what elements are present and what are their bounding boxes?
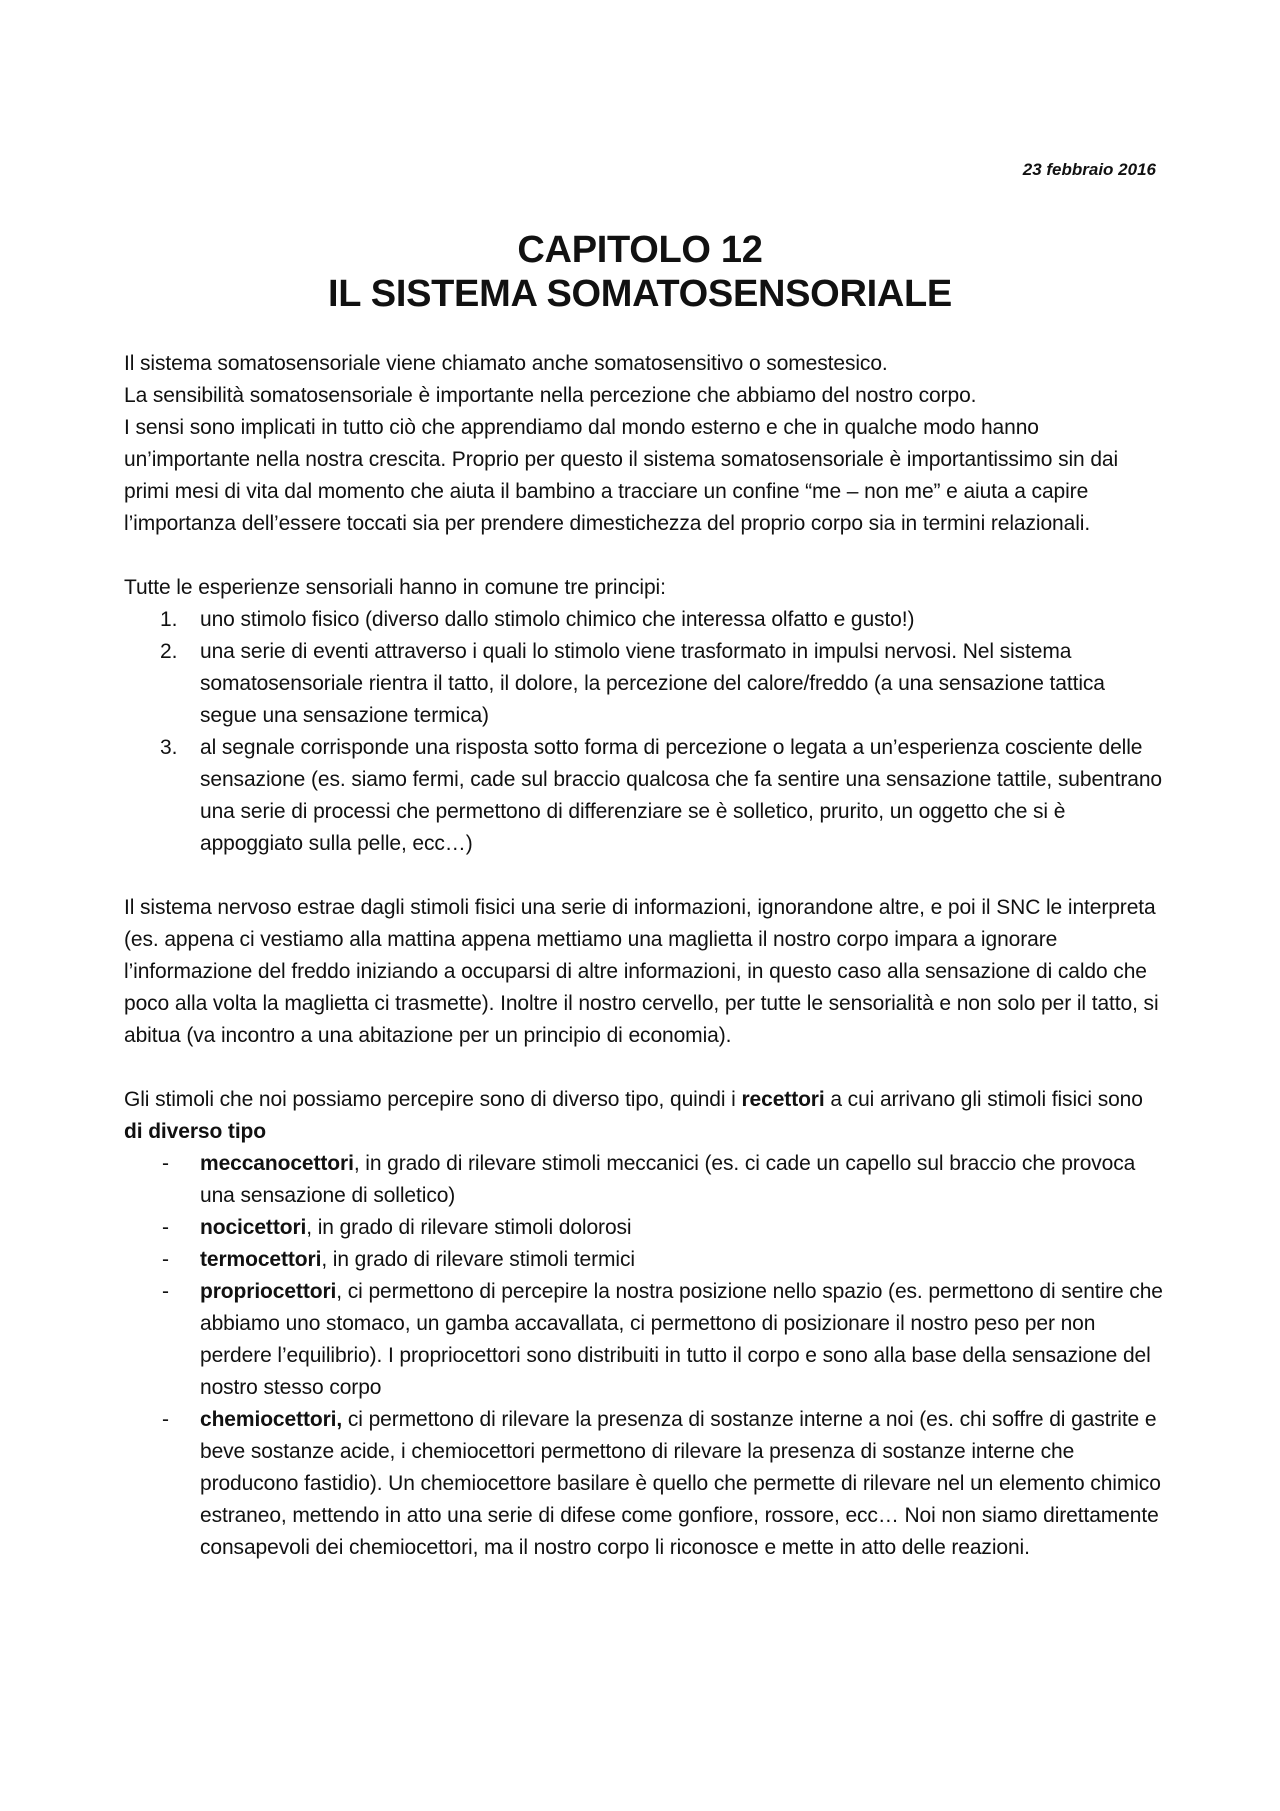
receptors-lead-part: Gli stimoli che noi possiamo percepire sono di diverso tipo, quindi i <box>124 1088 742 1111</box>
receptor-description: , in grado di rilevare stimoli termici <box>321 1248 635 1271</box>
list-item <box>124 732 1164 860</box>
document-body <box>124 348 1164 1564</box>
list-item <box>124 604 1164 636</box>
list-number: 2. <box>160 640 178 663</box>
list-item-text: uno stimolo fisico (diverso dallo stimolo chimico che interessa olfatto e gusto!) <box>200 608 915 631</box>
receptors-lead <box>124 1084 1164 1148</box>
list-item <box>124 1212 1164 1244</box>
list-number: 3. <box>160 736 178 759</box>
list-item <box>124 1404 1164 1564</box>
receptor-term: termocettori <box>200 1248 322 1271</box>
chapter-title <box>124 228 1156 316</box>
intro-line-2: La sensibilità somatosensoriale è importante nella percezione che abbiamo del nostro corpo. <box>124 384 977 407</box>
principles-lead: Tutte le esperienze sensoriali hanno in comune tre principi: <box>124 576 666 599</box>
bullet-dash: - <box>162 1216 169 1239</box>
list-item-text: al segnale corrisponde una risposta sotto forma di percezione o legata a un’esperienza cosciente delle sensazione (es. siamo fermi, cade sul braccio qualcosa che fa sentire una sensazione tattile, subentrano una serie di processi che permettono di differenziare se è solletico, prurito, un oggetto che si è appoggiato sulla pelle, ecc…) <box>200 736 1162 855</box>
receptor-term: propriocettori <box>200 1280 337 1303</box>
chapter-number: CAPITOLO 12 <box>517 229 763 271</box>
receptors-lead-part: a cui arrivano gli stimoli fisici sono <box>824 1088 1143 1111</box>
intro-paragraph: I sensi sono implicati in tutto ciò che apprendiamo dal mondo esterno e che in qualche modo hanno un’importante nella nostra crescita. Proprio per questo il sistema somatosensoriale è importantissimo sin dai primi mesi di vita dal momento che aiuta il bambino a tracciare un confine “me – non me” e aiuta a capire l’importanza dell’essere toccati sia per prendere dimestichezza del proprio corpo sia in termini relazionali. <box>124 416 1119 535</box>
paragraph-spacer <box>124 1052 1164 1084</box>
list-item <box>124 1244 1164 1276</box>
receptor-description: , in grado di rilevare stimoli meccanici (es. ci cade un capello sul braccio che provoca una sensazione di solletico) <box>200 1152 1136 1207</box>
bullet-dash: - <box>162 1248 169 1271</box>
chapter-name: IL SISTEMA SOMATOSENSORIALE <box>328 273 952 315</box>
receptors-keyword: recettori <box>741 1088 825 1111</box>
paragraph-spacer <box>124 860 1164 892</box>
bullet-dash: - <box>162 1280 169 1303</box>
list-item-text: una serie di eventi attraverso i quali lo stimolo viene trasformato in impulsi nervosi. Nel sistema somatosensoriale rientra il tatto, il dolore, la percezione del calore/freddo (a una sensazione tattica segue una sensazione termica) <box>200 640 1105 727</box>
receptor-term: chemiocettori, <box>200 1408 343 1431</box>
receptor-description: ci permettono di rilevare la presenza di sostanze interne a noi (es. chi soffre di gastrite e beve sostanze acide, i chemiocettori permettono di rilevare la presenza di sostanze interne che producono fastidio). Un chemiocettore basilare è quello che permette di rilevare nel un elemento chimico estraneo, mettendo in atto una serie di difese come gonfiore, rossore, ecc… Noi non siamo direttamente consapevoli dei chemiocettori, ma il nostro corpo li riconosce e mette in atto delle reazioni. <box>200 1408 1161 1559</box>
list-item <box>124 1148 1164 1212</box>
list-item <box>124 1276 1164 1404</box>
list-number: 1. <box>160 608 178 631</box>
list-item <box>124 636 1164 732</box>
receptor-term: nocicettori <box>200 1216 307 1239</box>
intro-line-1: Il sistema somatosensoriale viene chiamato anche somatosensitivo o somestesico. <box>124 352 888 375</box>
receptors-type-keyword: di diverso tipo <box>124 1120 267 1143</box>
receptor-term: meccanocettori <box>200 1152 354 1175</box>
bullet-dash: - <box>162 1408 169 1431</box>
bullet-dash: - <box>162 1152 169 1175</box>
paragraph-spacer <box>124 540 1164 572</box>
principles-list <box>124 604 1164 860</box>
receptor-description: , in grado di rilevare stimoli dolorosi <box>306 1216 632 1239</box>
receptors-list <box>124 1148 1164 1564</box>
receptor-description: , ci permettono di percepire la nostra posizione nello spazio (es. permettono di sentire che abbiamo uno stomaco, un gamba accavallata, ci permettono di posizionare il nostro peso per non perdere l’equilibrio). I propriocettori sono distribuiti in tutto il corpo e sono alla base della sensazione del nostro stesso corpo <box>200 1280 1163 1399</box>
nervous-system-paragraph: Il sistema nervoso estrae dagli stimoli fisici una serie di informazioni, ignorandone altre, e poi il SNC le interpreta (es. appena ci vestiamo alla mattina appena mettiamo una maglietta il nostro corpo impara a ignorare l’informazione del freddo iniziando a occuparsi di altre informazioni, in questo caso alla sensazione di caldo che poco alla volta la maglietta ci trasmette). Inoltre il nostro cervello, per tutte le sensorialità e non solo per il tatto, si abitua (va incontro a una abitazione per un principio di economia). <box>124 896 1159 1047</box>
document-date: 23 febbraio 2016 <box>1022 160 1156 179</box>
